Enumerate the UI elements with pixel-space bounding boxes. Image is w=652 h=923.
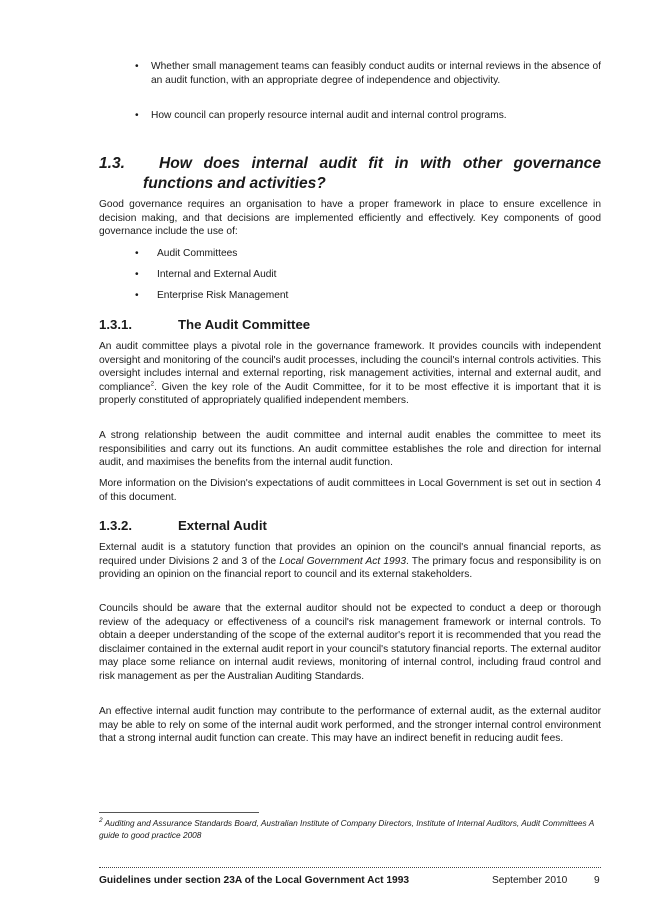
section-number: 1.3. xyxy=(99,155,126,172)
act-title: Local Government Act 1993 xyxy=(279,555,407,567)
component-text: Internal and External Audit xyxy=(157,269,277,280)
bullet-symbol: • xyxy=(135,110,139,121)
component-text: Enterprise Risk Management xyxy=(157,290,289,301)
bullet-symbol: • xyxy=(135,290,139,301)
bullet-symbol: • xyxy=(135,61,139,72)
external-audit-paragraph-3: An effective internal audit function may contribute to the performance of external audit, as the external auditor may be able to rely on some of the internal audit work performed, and the stronger internal control environment that a strong internal audit function can create. This may have an indirect benefit in reducing audit fees. xyxy=(99,706,601,745)
footnote xyxy=(99,818,601,841)
paragraph-text: An audit committee plays a pivotal role in the governance framework. It provides councils with independent oversight and monitoring of the council's audit processes, including the council's internal controls activities. This oversight includes internal and external reporting, risk management activities, internal and external audit, and compliance xyxy=(99,341,601,393)
subsection-title: External Audit xyxy=(178,518,267,533)
footnote-divider xyxy=(99,812,259,813)
footnote-text: Auditing and Assurance Standards Board, Australian Institute of Company Directors, Institute of Internal Auditors, Audit Committees A guide to good practice 2008 xyxy=(99,818,594,840)
section-title-line-2: functions and activities? xyxy=(143,175,326,192)
audit-committee-paragraph-1 xyxy=(99,340,601,408)
component-text: Audit Committees xyxy=(157,248,238,259)
paragraph-text: . The primary focus and responsibility is on providing an opinion on the financial report to council and its external stakeholders. xyxy=(99,555,602,581)
bullet-text: Whether small management teams can feasibly conduct audits or internal reviews in the absence of an audit function, with an appropriate degree of independence and objectivity. xyxy=(151,61,601,86)
footer-date: September 2010 xyxy=(492,875,568,886)
bullet-symbol: • xyxy=(135,248,139,259)
bullet-symbol: • xyxy=(135,269,139,280)
external-audit-paragraph-2: Councils should be aware that the external auditor should not be expected to conduct a deep or thorough review of the adequacy or effectiveness of a council's risk management framework or internal controls. To obtain a deeper understanding of the scope of the external auditor's report it is recommended that you read the disclaimer contained in the external audit report in your council's statutory financial reports. The external auditor may place some reliance on internal audit reviews, monitoring of internal control, including fraud control and risk management as per the Australian Auditing Standards. xyxy=(99,603,601,682)
bullet-text: How council can properly resource internal audit and internal control programs. xyxy=(151,110,507,121)
footer-document-title: Guidelines under section 23A of the Local Government Act 1993 xyxy=(99,875,410,886)
paragraph-text: . Given the key role of the Audit Committee, for it to be most effective it is important that it is properly constituted of appropriately qualified independent members. xyxy=(99,381,601,407)
paragraph-text: External audit is a statutory function that provides an opinion on the council's annual financial reports, as required under Divisions 2 and 3 of the xyxy=(99,542,601,567)
subsection-title: The Audit Committee xyxy=(178,317,311,332)
footnote-marker: 2 xyxy=(99,817,103,825)
section-title-line-1: How does internal audit fit in with other governance xyxy=(159,155,601,172)
footnote-reference: 2 xyxy=(150,380,155,388)
subsection-number: 1.3.1. xyxy=(99,317,132,332)
subsection-number: 1.3.2. xyxy=(99,518,132,533)
external-audit-paragraph-1 xyxy=(99,541,601,582)
audit-committee-paragraph-3: More information on the Division's expectations of audit committees in Local Government is set out in section 4 of this document. xyxy=(99,478,601,503)
page-number: 9 xyxy=(594,875,600,886)
intro-paragraph: Good governance requires an organisation to have a proper framework in place to ensure excellence in decision making, and that decisions are implemented efficiently and effectively. Key components of good governance include the use of: xyxy=(99,199,601,238)
audit-committee-paragraph-2: A strong relationship between the audit committee and internal audit enables the committee to meet its responsibilities and carry out its functions. An audit committee establishes the role and direction for internal audit, and maximises the benefits from the internal audit function. xyxy=(99,430,601,469)
footer-divider xyxy=(99,867,601,868)
